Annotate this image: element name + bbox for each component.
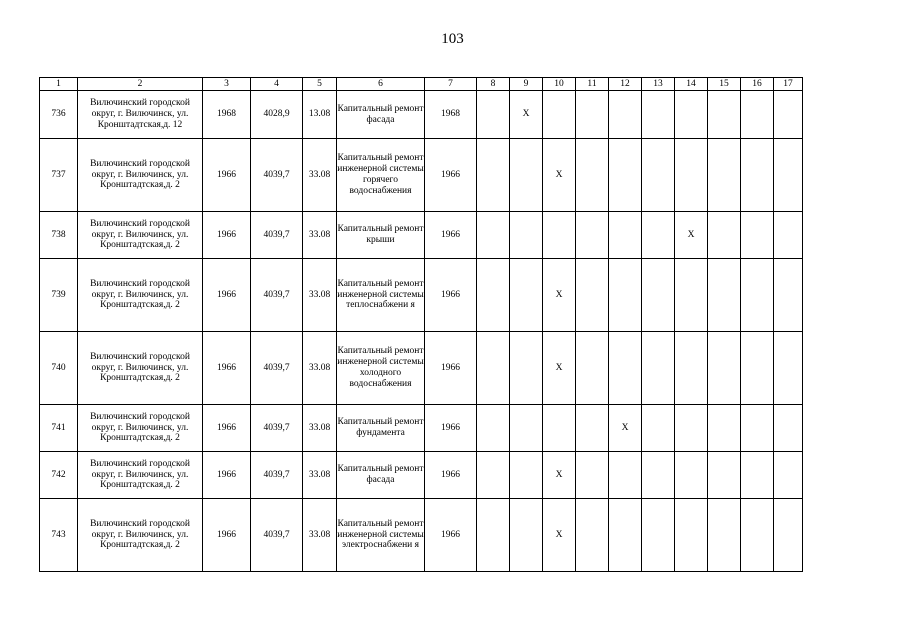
empty-cell [642,332,675,405]
column-header-8: 8 [477,78,510,91]
empty-cell [675,91,708,139]
build-year-cell: 1966 [203,212,251,259]
empty-cell [477,91,510,139]
empty-cell [609,139,642,212]
area-cell: 4039,7 [251,405,303,452]
row-number-cell: 736 [40,91,78,139]
page-number: 103 [441,31,464,47]
empty-cell [576,452,609,499]
empty-cell [675,499,708,572]
empty-cell [741,139,774,212]
empty-cell [774,91,803,139]
mark-cell: X [543,259,576,332]
build-year-cell: 1966 [203,259,251,332]
empty-cell [642,499,675,572]
area-cell: 4039,7 [251,139,303,212]
work-type-cell: Капитальный ремонт фасада [337,452,425,499]
column-header-11: 11 [576,78,609,91]
empty-cell [642,91,675,139]
table-row [40,139,803,212]
empty-cell [510,259,543,332]
work-type-cell: Капитальный ремонт инженерной системы электроснабжени я [337,499,425,572]
empty-cell [675,452,708,499]
mark-cell: X [510,91,543,139]
empty-cell [741,452,774,499]
wear-cell: 33.08 [303,139,337,212]
empty-cell [642,405,675,452]
year-cell: 1966 [425,332,477,405]
row-number-cell: 737 [40,139,78,212]
year-cell: 1966 [425,452,477,499]
row-number-cell: 743 [40,499,78,572]
wear-cell: 33.08 [303,212,337,259]
area-cell: 4039,7 [251,332,303,405]
work-type-cell: Капитальный ремонт крыши [337,212,425,259]
empty-cell [774,405,803,452]
area-cell: 4039,7 [251,212,303,259]
work-type-cell: Капитальный ремонт инженерной системы горячего водоснабжения [337,139,425,212]
empty-cell [774,332,803,405]
column-header-3: 3 [203,78,251,91]
column-header-13: 13 [642,78,675,91]
empty-cell [510,139,543,212]
empty-cell [576,332,609,405]
address-cell: Вилючинский городской округ, г. Вилючинск, ул. Кронштадтская,д. 2 [78,405,203,452]
empty-cell [708,212,741,259]
empty-cell [543,212,576,259]
empty-cell [774,259,803,332]
empty-cell [510,452,543,499]
column-header-7: 7 [425,78,477,91]
empty-cell [510,499,543,572]
column-header-12: 12 [609,78,642,91]
mark-cell: X [609,405,642,452]
empty-cell [576,499,609,572]
column-header-4: 4 [251,78,303,91]
empty-cell [609,332,642,405]
table-body [40,91,803,572]
empty-cell [609,212,642,259]
table-row [40,332,803,405]
row-number-cell: 738 [40,212,78,259]
empty-cell [708,139,741,212]
empty-cell [741,499,774,572]
table-row [40,259,803,332]
mark-cell: X [543,499,576,572]
column-header-9: 9 [510,78,543,91]
build-year-cell: 1966 [203,332,251,405]
empty-cell [774,452,803,499]
build-year-cell: 1968 [203,91,251,139]
column-header-6: 6 [337,78,425,91]
wear-cell: 33.08 [303,452,337,499]
address-cell: Вилючинский городской округ, г. Вилючинск, ул. Кронштадтская,д. 2 [78,259,203,332]
year-cell: 1966 [425,212,477,259]
column-header-2: 2 [78,78,203,91]
empty-cell [741,405,774,452]
address-cell: Вилючинский городской округ, г. Вилючинск, ул. Кронштадтская,д. 2 [78,332,203,405]
work-type-cell: Капитальный ремонт фасада [337,91,425,139]
column-header-17: 17 [774,78,803,91]
empty-cell [708,259,741,332]
empty-cell [675,259,708,332]
row-number-cell: 741 [40,405,78,452]
wear-cell: 33.08 [303,332,337,405]
empty-cell [642,259,675,332]
year-cell: 1966 [425,259,477,332]
empty-cell [741,91,774,139]
area-cell: 4028,9 [251,91,303,139]
empty-cell [576,405,609,452]
row-number-cell: 742 [40,452,78,499]
row-number-cell: 739 [40,259,78,332]
empty-cell [543,91,576,139]
column-header-14: 14 [675,78,708,91]
empty-cell [708,332,741,405]
column-header-15: 15 [708,78,741,91]
mark-cell: X [543,139,576,212]
table-row [40,452,803,499]
address-cell: Вилючинский городской округ, г. Вилючинск, ул. Кронштадтская,д. 2 [78,452,203,499]
area-cell: 4039,7 [251,452,303,499]
column-header-5: 5 [303,78,337,91]
empty-cell [576,139,609,212]
table-row [40,91,803,139]
empty-cell [609,499,642,572]
empty-cell [477,499,510,572]
empty-cell [477,332,510,405]
empty-cell [609,91,642,139]
empty-cell [642,452,675,499]
empty-cell [675,139,708,212]
column-header-10: 10 [543,78,576,91]
empty-cell [477,212,510,259]
address-cell: Вилючинский городской округ, г. Вилючинск, ул. Кронштадтская,д. 2 [78,139,203,212]
year-cell: 1966 [425,139,477,212]
wear-cell: 33.08 [303,499,337,572]
build-year-cell: 1966 [203,499,251,572]
empty-cell [642,212,675,259]
area-cell: 4039,7 [251,499,303,572]
empty-cell [774,499,803,572]
repair-schedule-table [39,77,803,572]
area-cell: 4039,7 [251,259,303,332]
empty-cell [576,259,609,332]
empty-cell [741,259,774,332]
mark-cell: X [543,332,576,405]
empty-cell [774,212,803,259]
empty-cell [543,405,576,452]
mark-cell: X [543,452,576,499]
empty-cell [477,139,510,212]
wear-cell: 33.08 [303,405,337,452]
empty-cell [741,212,774,259]
empty-cell [675,332,708,405]
empty-cell [609,452,642,499]
wear-cell: 13.08 [303,91,337,139]
empty-cell [642,139,675,212]
empty-cell [675,405,708,452]
year-cell: 1968 [425,91,477,139]
empty-cell [576,212,609,259]
year-cell: 1966 [425,405,477,452]
empty-cell [774,139,803,212]
empty-cell [510,332,543,405]
empty-cell [708,499,741,572]
empty-cell [477,405,510,452]
empty-cell [708,91,741,139]
address-cell: Вилючинский городской округ, г. Вилючинск, ул. Кронштадтская,д. 2 [78,499,203,572]
column-header-16: 16 [741,78,774,91]
mark-cell: X [675,212,708,259]
work-type-cell: Капитальный ремонт фундамента [337,405,425,452]
build-year-cell: 1966 [203,139,251,212]
table-row [40,499,803,572]
empty-cell [609,259,642,332]
address-cell: Вилючинский городской округ, г. Вилючинск, ул. Кронштадтская,д. 12 [78,91,203,139]
build-year-cell: 1966 [203,405,251,452]
empty-cell [741,332,774,405]
empty-cell [708,452,741,499]
work-type-cell: Капитальный ремонт инженерной системы холодного водоснабжения [337,332,425,405]
empty-cell [477,259,510,332]
column-number-row [40,78,803,91]
build-year-cell: 1966 [203,452,251,499]
table-row [40,212,803,259]
column-header-1: 1 [40,78,78,91]
work-type-cell: Капитальный ремонт инженерной системы теплоснабжени я [337,259,425,332]
empty-cell [477,452,510,499]
empty-cell [576,91,609,139]
empty-cell [510,405,543,452]
wear-cell: 33.08 [303,259,337,332]
row-number-cell: 740 [40,332,78,405]
year-cell: 1966 [425,499,477,572]
empty-cell [708,405,741,452]
table-row [40,405,803,452]
address-cell: Вилючинский городской округ, г. Вилючинск, ул. Кронштадтская,д. 2 [78,212,203,259]
empty-cell [510,212,543,259]
